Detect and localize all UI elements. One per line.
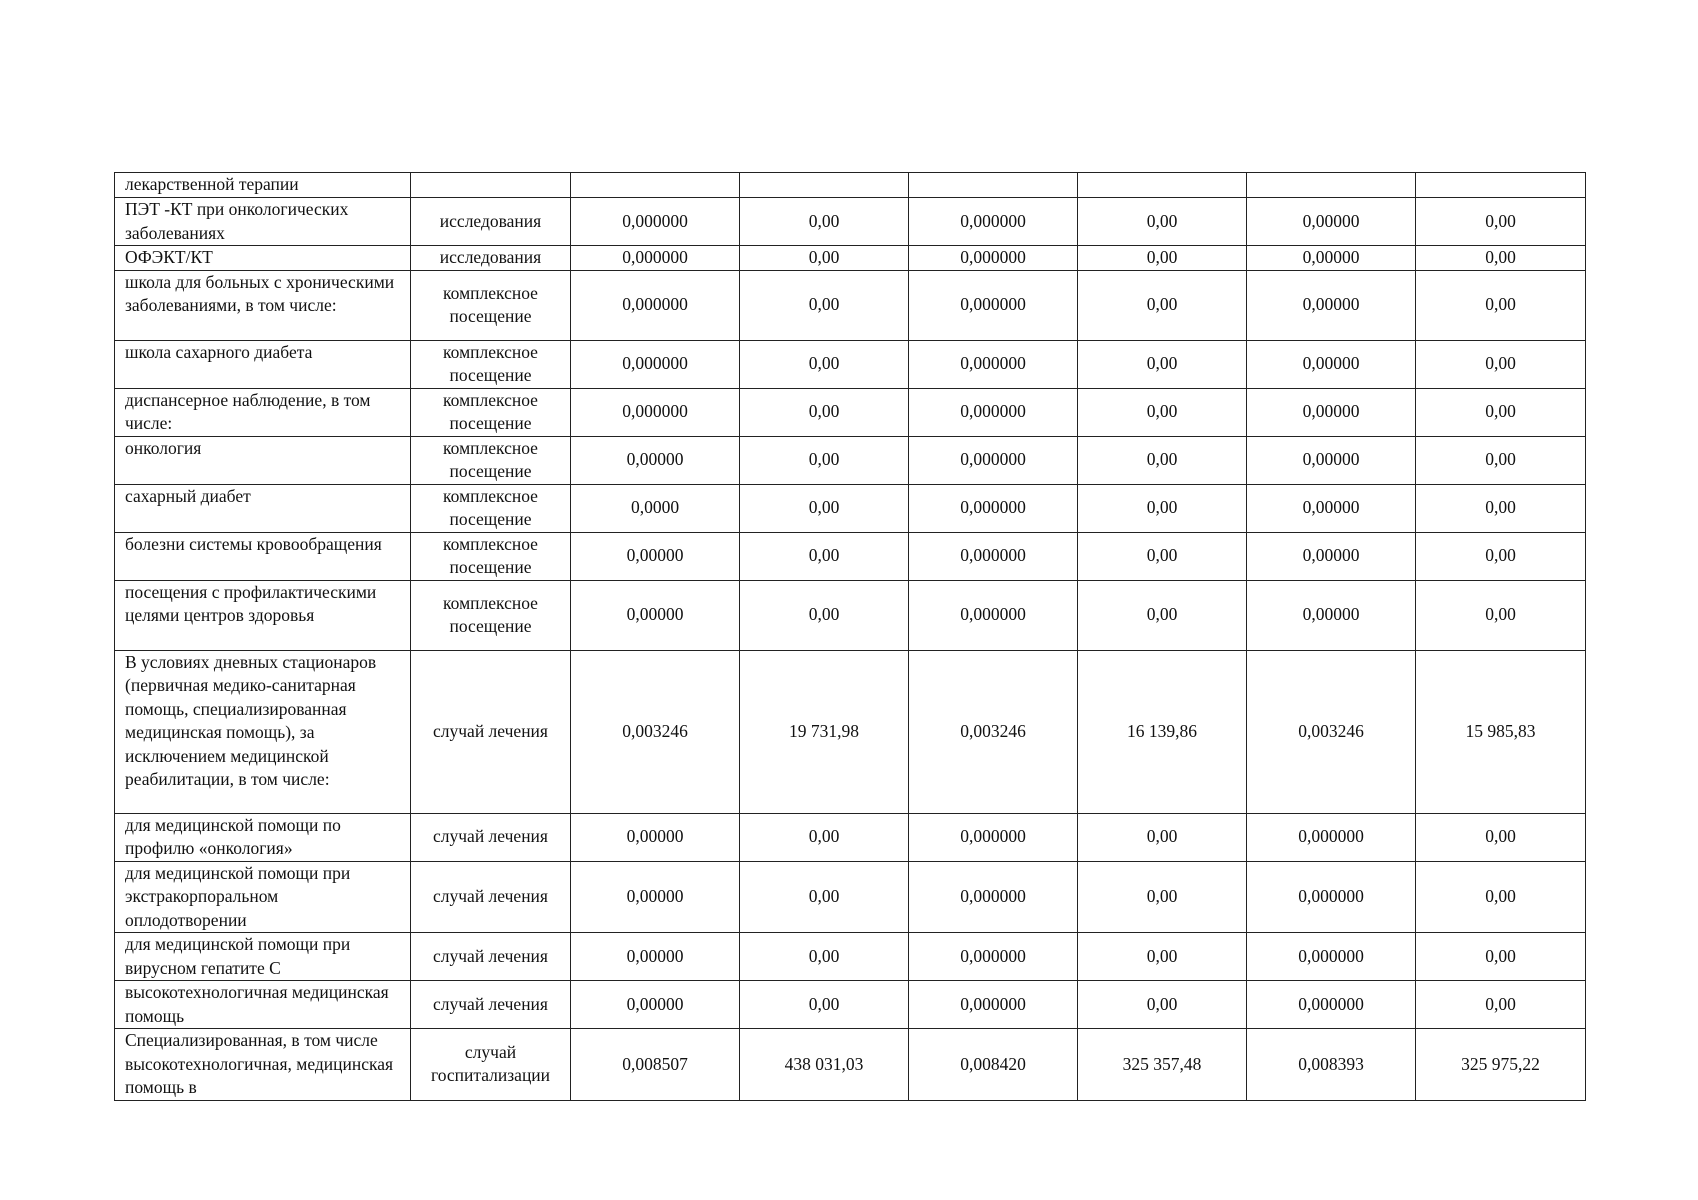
- value-cell: 0,00000: [1247, 484, 1416, 532]
- value-cell: 0,00: [740, 340, 909, 388]
- value-cell: 0,00: [1416, 340, 1586, 388]
- value-cell: [1247, 173, 1416, 198]
- row-name-cell: диспансерное наблюдение, в том числе:: [115, 388, 411, 436]
- value-cell: 0,00000: [571, 580, 740, 650]
- row-unit-cell: случай лечения: [411, 650, 571, 813]
- value-cell: 0,00: [1078, 246, 1247, 271]
- value-cell: 0,000000: [909, 198, 1078, 246]
- row-unit-cell: комплексное посещение: [411, 580, 571, 650]
- table-row: [115, 198, 1586, 246]
- value-cell: 0,00: [1416, 436, 1586, 484]
- value-cell: 0,00000: [571, 861, 740, 933]
- value-cell: 0,00: [740, 933, 909, 981]
- row-unit-cell: комплексное посещение: [411, 436, 571, 484]
- value-cell: 0,000000: [909, 861, 1078, 933]
- value-cell: 0,00000: [571, 813, 740, 861]
- row-name-cell: для медицинской помощи при вирусном гепатите С: [115, 933, 411, 981]
- value-cell: 0,00: [1416, 981, 1586, 1029]
- value-cell: 0,00: [1078, 484, 1247, 532]
- value-cell: 0,00000: [1247, 436, 1416, 484]
- value-cell: 0,00: [1078, 532, 1247, 580]
- value-cell: 0,00: [1416, 198, 1586, 246]
- value-cell: 0,003246: [1247, 650, 1416, 813]
- value-cell: 0,000000: [571, 246, 740, 271]
- value-cell: 0,000000: [571, 340, 740, 388]
- row-unit-cell: случай лечения: [411, 981, 571, 1029]
- row-unit-cell: [411, 173, 571, 198]
- row-unit-cell: случай лечения: [411, 861, 571, 933]
- value-cell: 0,008507: [571, 1029, 740, 1101]
- value-cell: 0,00000: [1247, 580, 1416, 650]
- row-unit-cell: исследования: [411, 246, 571, 271]
- row-unit-cell: случай лечения: [411, 813, 571, 861]
- table-row: [115, 861, 1586, 933]
- table-body: [115, 173, 1586, 1101]
- table-row: [115, 388, 1586, 436]
- value-cell: 0,00000: [571, 981, 740, 1029]
- row-unit-cell: исследования: [411, 198, 571, 246]
- value-cell: 0,00000: [571, 933, 740, 981]
- row-name-cell: лекарственной терапии: [115, 173, 411, 198]
- value-cell: [740, 173, 909, 198]
- row-name-cell: для медицинской помощи при экстракорпоральном оплодотворении: [115, 861, 411, 933]
- value-cell: 0,00: [740, 484, 909, 532]
- row-name-cell: онкология: [115, 436, 411, 484]
- row-name-cell: ОФЭКТ/КТ: [115, 246, 411, 271]
- value-cell: 0,00000: [571, 532, 740, 580]
- value-cell: 0,00: [740, 580, 909, 650]
- value-cell: 0,00: [1078, 861, 1247, 933]
- value-cell: 0,00: [1078, 933, 1247, 981]
- value-cell: 0,00: [740, 436, 909, 484]
- row-unit-cell: случай госпитализации: [411, 1029, 571, 1101]
- value-cell: 0,00: [740, 861, 909, 933]
- value-cell: 0,008420: [909, 1029, 1078, 1101]
- table-row: [115, 1029, 1586, 1101]
- value-cell: 0,00: [740, 388, 909, 436]
- value-cell: 0,00: [740, 813, 909, 861]
- value-cell: 0,00: [740, 532, 909, 580]
- value-cell: 0,008393: [1247, 1029, 1416, 1101]
- table-row: [115, 340, 1586, 388]
- value-cell: [909, 173, 1078, 198]
- value-cell: 0,00: [1078, 580, 1247, 650]
- row-name-cell: школа для больных с хроническими заболеваниями, в том числе:: [115, 270, 411, 340]
- value-cell: 325 357,48: [1078, 1029, 1247, 1101]
- value-cell: 0,00000: [1247, 532, 1416, 580]
- table-row: [115, 173, 1586, 198]
- value-cell: 0,00: [1416, 246, 1586, 271]
- value-cell: 0,00: [1416, 813, 1586, 861]
- row-name-cell: посещения с профилактическими целями центров здоровья: [115, 580, 411, 650]
- value-cell: 0,00000: [1247, 198, 1416, 246]
- value-cell: [1416, 173, 1586, 198]
- value-cell: 0,00: [740, 270, 909, 340]
- row-unit-cell: комплексное посещение: [411, 340, 571, 388]
- table-row: [115, 981, 1586, 1029]
- value-cell: 0,000000: [571, 388, 740, 436]
- value-cell: 0,000000: [571, 198, 740, 246]
- value-cell: 0,000000: [909, 933, 1078, 981]
- value-cell: 0,00000: [1247, 270, 1416, 340]
- value-cell: 0,00: [1416, 580, 1586, 650]
- value-cell: 0,003246: [571, 650, 740, 813]
- value-cell: 0,000000: [909, 246, 1078, 271]
- value-cell: 0,00: [1078, 198, 1247, 246]
- value-cell: [1078, 173, 1247, 198]
- value-cell: 0,00: [1416, 484, 1586, 532]
- value-cell: 0,000000: [909, 813, 1078, 861]
- value-cell: 0,000000: [1247, 933, 1416, 981]
- row-name-cell: болезни системы кровообращения: [115, 532, 411, 580]
- table-row: [115, 246, 1586, 271]
- value-cell: 0,00: [1416, 532, 1586, 580]
- value-cell: 0,000000: [909, 981, 1078, 1029]
- value-cell: 19 731,98: [740, 650, 909, 813]
- value-cell: 0,000000: [909, 388, 1078, 436]
- value-cell: 0,00000: [1247, 388, 1416, 436]
- value-cell: 0,000000: [1247, 981, 1416, 1029]
- value-cell: 0,00: [1416, 933, 1586, 981]
- value-cell: 0,00: [1078, 981, 1247, 1029]
- data-table: [114, 172, 1586, 1101]
- table-row: [115, 933, 1586, 981]
- value-cell: 16 139,86: [1078, 650, 1247, 813]
- table-row: [115, 484, 1586, 532]
- row-unit-cell: комплексное посещение: [411, 532, 571, 580]
- value-cell: 0,00: [1416, 270, 1586, 340]
- value-cell: 0,000000: [909, 532, 1078, 580]
- value-cell: 325 975,22: [1416, 1029, 1586, 1101]
- value-cell: 0,000000: [1247, 813, 1416, 861]
- value-cell: 0,00000: [571, 436, 740, 484]
- row-name-cell: Специализированная, в том числе высокотехнологичная, медицинская помощь в: [115, 1029, 411, 1101]
- value-cell: 15 985,83: [1416, 650, 1586, 813]
- row-name-cell: для медицинской помощи по профилю «онкология»: [115, 813, 411, 861]
- row-name-cell: В условиях дневных стационаров (первичная медико-санитарная помощь, специализированная медицинская помощь), за исключением медицинской реабилитации, в том числе:: [115, 650, 411, 813]
- value-cell: 0,00: [1416, 861, 1586, 933]
- value-cell: 0,00: [1078, 340, 1247, 388]
- value-cell: 0,000000: [909, 436, 1078, 484]
- value-cell: 0,00: [740, 981, 909, 1029]
- value-cell: 0,00: [740, 198, 909, 246]
- row-name-cell: сахарный диабет: [115, 484, 411, 532]
- value-cell: 0,000000: [909, 580, 1078, 650]
- row-unit-cell: случай лечения: [411, 933, 571, 981]
- value-cell: 0,000000: [909, 340, 1078, 388]
- table-row: [115, 580, 1586, 650]
- value-cell: 0,00000: [1247, 340, 1416, 388]
- value-cell: 438 031,03: [740, 1029, 909, 1101]
- table-row: [115, 436, 1586, 484]
- value-cell: 0,00: [1078, 270, 1247, 340]
- value-cell: 0,00000: [1247, 246, 1416, 271]
- value-cell: 0,000000: [909, 270, 1078, 340]
- row-unit-cell: комплексное посещение: [411, 388, 571, 436]
- row-unit-cell: комплексное посещение: [411, 270, 571, 340]
- row-unit-cell: комплексное посещение: [411, 484, 571, 532]
- value-cell: 0,0000: [571, 484, 740, 532]
- value-cell: 0,000000: [1247, 861, 1416, 933]
- table-row: [115, 270, 1586, 340]
- row-name-cell: школа сахарного диабета: [115, 340, 411, 388]
- value-cell: 0,000000: [571, 270, 740, 340]
- value-cell: 0,00: [1078, 388, 1247, 436]
- value-cell: 0,003246: [909, 650, 1078, 813]
- value-cell: 0,00: [1416, 388, 1586, 436]
- table-row: [115, 532, 1586, 580]
- value-cell: 0,00: [1078, 436, 1247, 484]
- value-cell: 0,00: [740, 246, 909, 271]
- table-row: [115, 650, 1586, 813]
- value-cell: 0,000000: [909, 484, 1078, 532]
- row-name-cell: высокотехнологичная медицинская помощь: [115, 981, 411, 1029]
- table-row: [115, 813, 1586, 861]
- value-cell: [571, 173, 740, 198]
- value-cell: 0,00: [1078, 813, 1247, 861]
- row-name-cell: ПЭТ -КТ при онкологических заболеваниях: [115, 198, 411, 246]
